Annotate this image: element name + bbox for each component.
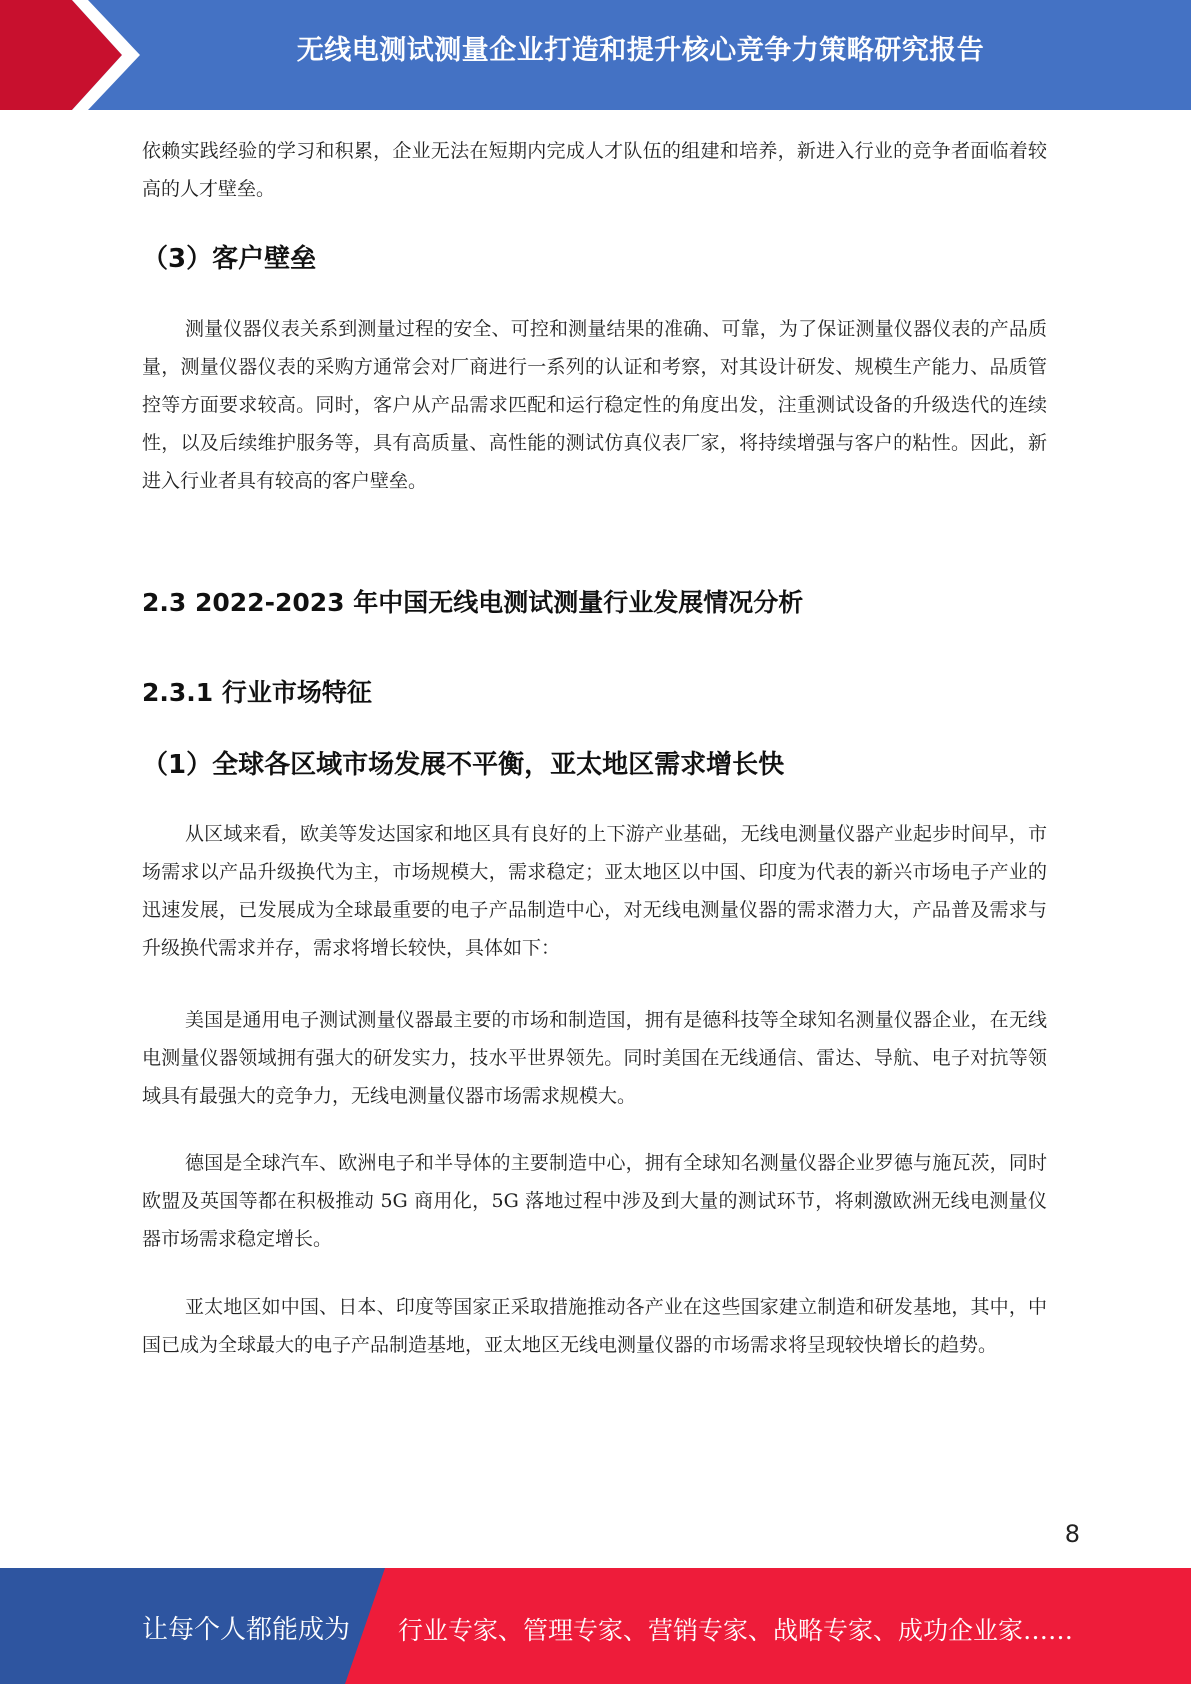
footer-slogan-left: 让每个人都能成为 — [142, 1615, 351, 1645]
region-paragraph-block — [142, 815, 1047, 967]
customer-paragraph-block — [142, 310, 1047, 500]
customer-barrier-paragraph: 测量仪器仪表关系到测量过程的安全、可控和测量结果的准确、可靠，为了保证测量仪器仪表的产品质量，测量仪器仪表的采购方通常会对厂商进行一系列的认证和考察，对其设计研发、规模生产能力、品质管控等方面要求较高。同时，客户从产品需求匹配和运行稳定性的角度出发，注重测试设备的升级迭代的连续性，以及后续维护服务等，具有高质量、高性能的测试仿真仪表厂家，将持续增强与客户的粘性。因此，新进入行业者具有较高的客户壁垒。 — [142, 318, 1047, 492]
page-number: 8 — [1064, 1520, 1080, 1548]
footer-slogan-right: 行业专家、管理专家、营销专家、战略专家、成功企业家…… — [398, 1616, 1074, 1645]
header-chevron-decoration — [0, 0, 150, 110]
region-paragraph: 从区域来看，欧美等发达国家和地区具有良好的上下游产业基础，无线电测量仪器产业起步时间早，市场需求以产品升级换代为主，市场规模大，需求稳定；亚太地区以中国、印度为代表的新兴市场电子产业的迅速发展，已发展成为全球最重要的电子产品制造中心，对无线电测量仪器的需求潜力大，产品普及需求与升级换代需求并存，需求将增长较快，具体如下： — [142, 823, 1047, 959]
heading-customer-barrier: （3）客户壁垒 — [142, 244, 317, 274]
heading-section-2-3-1: 2.3.1 行业市场特征 — [142, 678, 372, 707]
heading-section-2-3: 2.3 2022-2023 年中国无线电测试测量行业发展情况分析 — [142, 588, 804, 617]
usa-paragraph: 美国是通用电子测试测量仪器最主要的市场和制造国，拥有是德科技等全球知名测量仪器企业，在无线电测量仪器领域拥有强大的研发实力，技水平世界领先。同时美国在无线通信、雷达、导航、电子对抗等领域具有最强大的竞争力，无线电测量仪器市场需求规模大。 — [142, 1009, 1047, 1107]
intro-paragraph-block — [142, 132, 1047, 208]
footer-banner — [0, 1568, 1191, 1684]
intro-paragraph: 依赖实践经验的学习和积累，企业无法在短期内完成人才队伍的组建和培养，新进入行业的竞争者面临着较高的人才壁垒。 — [142, 140, 1047, 200]
header-banner — [0, 0, 1191, 110]
germany-paragraph-block — [142, 1144, 1047, 1258]
germany-paragraph: 德国是全球汽车、欧洲电子和半导体的主要制造中心，拥有全球知名测量仪器企业罗德与施瓦茨，同时欧盟及英国等都在积极推动 5G 商用化，5G 落地过程中涉及到大量的测试环节，将刺激欧洲无线电测量仪器市场需求稳定增长。 — [142, 1152, 1047, 1250]
asia-paragraph-block — [142, 1288, 1047, 1364]
usa-paragraph-block — [142, 1001, 1047, 1115]
asia-paragraph: 亚太地区如中国、日本、印度等国家正采取措施推动各产业在这些国家建立制造和研发基地，其中，中国已成为全球最大的电子产品制造基地，亚太地区无线电测量仪器的市场需求将呈现较快增长的趋势。 — [142, 1296, 1047, 1356]
report-title: 无线电测试测量企业打造和提升核心竞争力策略研究报告 — [296, 35, 985, 66]
heading-point-1: （1）全球各区域市场发展不平衡，亚太地区需求增长快 — [142, 750, 785, 780]
